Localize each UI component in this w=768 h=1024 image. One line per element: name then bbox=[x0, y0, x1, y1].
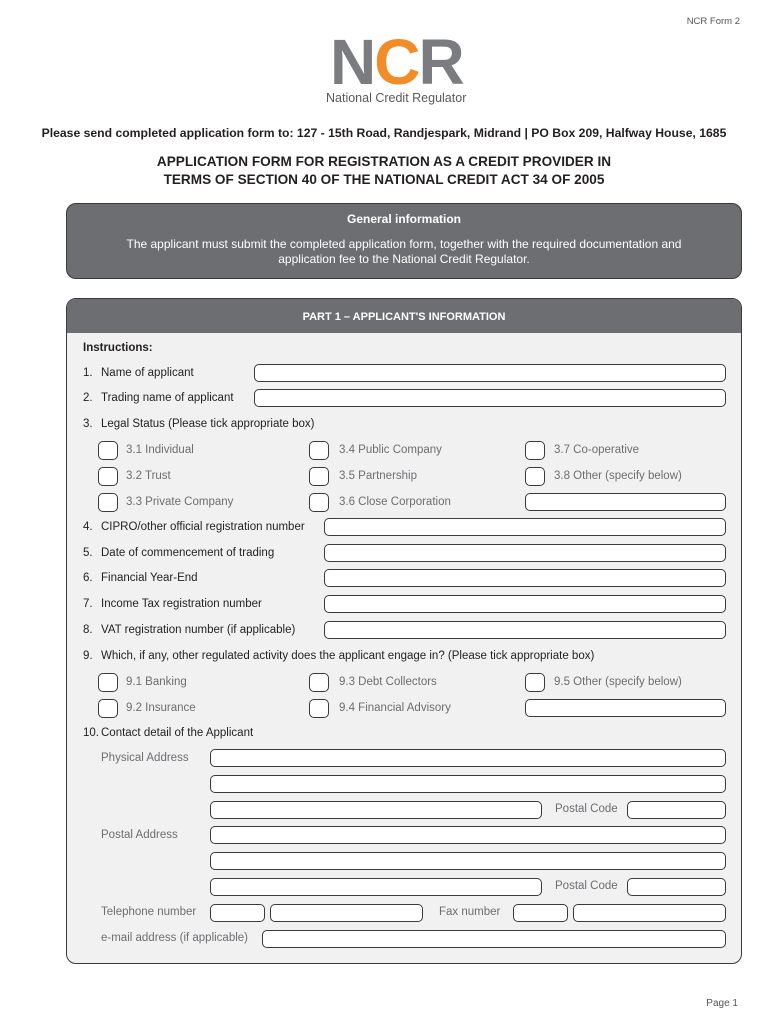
q2-label: Trading name of applicant bbox=[101, 392, 234, 404]
q7-number: 7. bbox=[83, 598, 93, 610]
checkbox-other-activity[interactable] bbox=[525, 673, 545, 692]
form-reference: NCR Form 2 bbox=[686, 16, 740, 27]
checkbox-public-company[interactable] bbox=[309, 441, 329, 460]
q9-number: 9. bbox=[83, 650, 93, 662]
telephone-number-field[interactable] bbox=[270, 904, 423, 922]
physical-address-line2-field[interactable] bbox=[210, 775, 726, 793]
q5-number: 5. bbox=[83, 547, 93, 559]
option-other-status-label: 3.8 Other (specify below) bbox=[554, 470, 682, 482]
income-tax-number-field[interactable] bbox=[324, 595, 726, 613]
postal-address-label: Postal Address bbox=[101, 829, 178, 841]
option-trust-label: 3.2 Trust bbox=[126, 470, 171, 482]
physical-postal-code-label: Postal Code bbox=[555, 803, 618, 815]
checkbox-partnership[interactable] bbox=[309, 467, 329, 486]
postal-postal-code-label: Postal Code bbox=[555, 880, 618, 892]
option-individual-label: 3.1 Individual bbox=[126, 444, 194, 456]
logo-subtitle: National Credit Regulator bbox=[326, 91, 467, 105]
q6-number: 6. bbox=[83, 572, 93, 584]
option-debt-collectors-label: 9.3 Debt Collectors bbox=[339, 676, 437, 688]
q4-label: CIPRO/other official registration number bbox=[101, 521, 305, 533]
physical-address-label: Physical Address bbox=[101, 752, 189, 764]
general-information-box bbox=[66, 203, 742, 279]
telephone-label: Telephone number bbox=[101, 906, 197, 918]
option-other-activity-label: 9.5 Other (specify below) bbox=[554, 676, 682, 688]
q10-number: 10. bbox=[83, 727, 99, 739]
checkbox-co-operative[interactable] bbox=[525, 441, 545, 460]
checkbox-debt-collectors[interactable] bbox=[309, 673, 329, 692]
instructions-label: Instructions: bbox=[83, 342, 153, 354]
general-information-text: The applicant must submit the completed application form, together with the required documentation and application fee to the National Credit Regulator. bbox=[126, 237, 682, 266]
checkbox-other-status[interactable] bbox=[525, 467, 545, 486]
checkbox-banking[interactable] bbox=[98, 673, 118, 692]
general-information-heading: General information bbox=[346, 212, 462, 226]
commencement-date-field[interactable] bbox=[324, 544, 726, 562]
part1-heading: PART 1 – APPLICANT'S INFORMATION bbox=[67, 299, 741, 333]
financial-year-end-field[interactable] bbox=[324, 569, 726, 587]
option-close-corporation-label: 3.6 Close Corporation bbox=[339, 496, 451, 508]
q3-label: Legal Status (Please tick appropriate box) bbox=[101, 418, 315, 430]
q7-label: Income Tax registration number bbox=[101, 598, 262, 610]
fax-label: Fax number bbox=[439, 906, 501, 918]
registration-number-field[interactable] bbox=[324, 518, 726, 536]
option-insurance-label: 9.2 Insurance bbox=[126, 702, 196, 714]
vat-number-field[interactable] bbox=[324, 621, 726, 639]
fax-code-field[interactable] bbox=[513, 904, 568, 922]
option-public-company-label: 3.4 Public Company bbox=[339, 444, 442, 456]
checkbox-trust[interactable] bbox=[98, 467, 118, 486]
checkbox-individual[interactable] bbox=[98, 441, 118, 460]
checkbox-private-company[interactable] bbox=[98, 493, 118, 512]
email-label: e-mail address (if applicable) bbox=[101, 932, 249, 944]
checkbox-financial-advisory[interactable] bbox=[309, 699, 329, 718]
postal-address-line2-field[interactable] bbox=[210, 852, 726, 870]
option-banking-label: 9.1 Banking bbox=[126, 676, 187, 688]
other-status-specify-field[interactable] bbox=[525, 493, 726, 511]
logo-letters: NCR bbox=[330, 26, 463, 98]
postal-postal-code-field[interactable] bbox=[627, 878, 726, 896]
option-financial-advisory-label: 9.4 Financial Advisory bbox=[339, 702, 451, 714]
physical-address-line3-field[interactable] bbox=[210, 801, 542, 819]
option-co-operative-label: 3.7 Co-operative bbox=[554, 444, 640, 456]
part1-section bbox=[66, 298, 742, 964]
option-private-company-label: 3.3 Private Company bbox=[126, 496, 234, 508]
telephone-code-field[interactable] bbox=[210, 904, 265, 922]
q8-number: 8. bbox=[83, 624, 93, 636]
page-number: Page 1 bbox=[706, 998, 738, 1009]
postal-address-line3-field[interactable] bbox=[210, 878, 542, 896]
q1-number: 1. bbox=[83, 367, 93, 379]
ncr-logo bbox=[326, 26, 490, 110]
q2-number: 2. bbox=[83, 392, 93, 404]
q6-label: Financial Year-End bbox=[101, 572, 198, 584]
checkbox-close-corporation[interactable] bbox=[309, 493, 329, 512]
send-to-address: Please send completed application form to: 127 - 15th Road, Randjespark, Midrand | PO Box 209, Halfway House, 1685 bbox=[41, 126, 727, 140]
form-title: APPLICATION FORM FOR REGISTRATION AS A CREDIT PROVIDER IN TERMS OF SECTION 40 OF THE NATIONAL CREDIT ACT 34 OF 2005 bbox=[156, 154, 612, 187]
q1-label: Name of applicant bbox=[101, 367, 194, 379]
option-partnership-label: 3.5 Partnership bbox=[339, 470, 417, 482]
q10-label: Contact detail of the Applicant bbox=[101, 727, 254, 739]
q5-label: Date of commencement of trading bbox=[101, 547, 275, 559]
checkbox-insurance[interactable] bbox=[98, 699, 118, 718]
physical-postal-code-field[interactable] bbox=[627, 801, 726, 819]
email-field[interactable] bbox=[262, 930, 726, 948]
other-activity-specify-field[interactable] bbox=[525, 699, 726, 717]
trading-name-field[interactable] bbox=[254, 389, 726, 407]
name-of-applicant-field[interactable] bbox=[254, 364, 726, 382]
physical-address-line1-field[interactable] bbox=[210, 749, 726, 767]
q3-number: 3. bbox=[83, 418, 93, 430]
fax-number-field[interactable] bbox=[573, 904, 726, 922]
q4-number: 4. bbox=[83, 521, 93, 533]
q9-label: Which, if any, other regulated activity does the applicant engage in? (Please tick appropriate box) bbox=[101, 650, 595, 662]
postal-address-line1-field[interactable] bbox=[210, 826, 726, 844]
q8-label: VAT registration number (if applicable) bbox=[101, 624, 296, 636]
